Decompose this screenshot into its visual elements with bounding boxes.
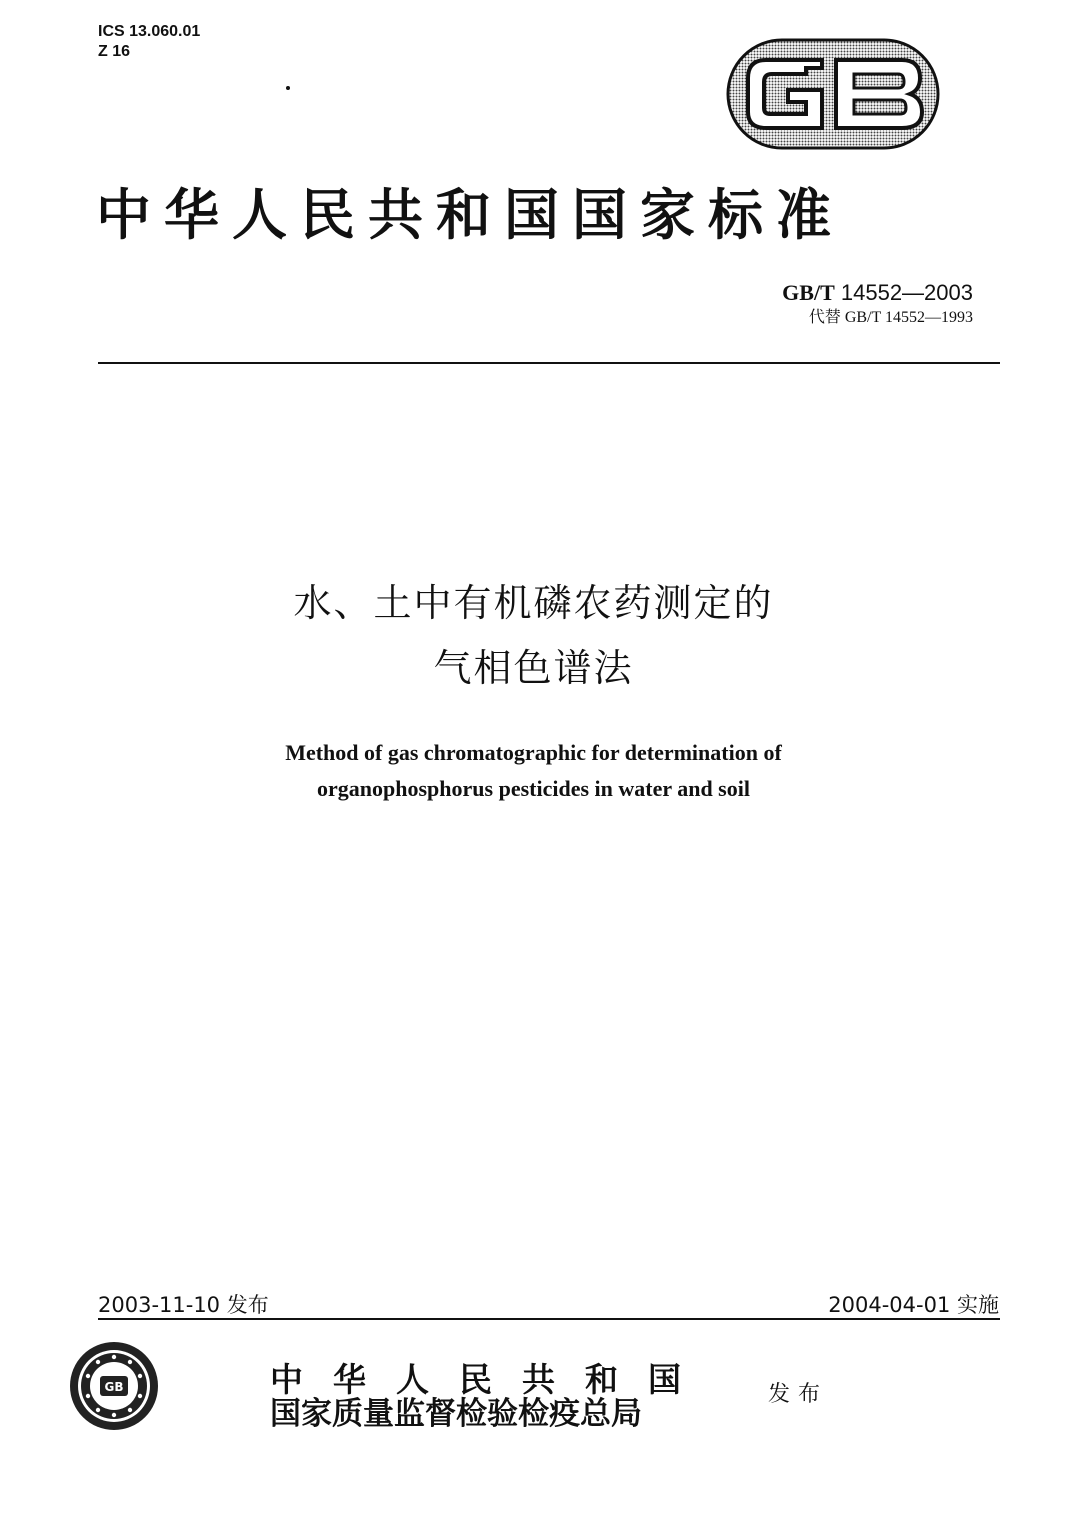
publisher-line2: 国家质量监督检验检疫总局 <box>270 1396 642 1432</box>
standard-number-value: 14552—2003 <box>840 280 973 305</box>
category-code: Z 16 <box>98 43 131 60</box>
national-standard-title: 中华人民共和国国家标准 <box>96 182 845 247</box>
svg-text:GB: GB <box>104 1380 124 1394</box>
title-en-line1: Method of gas chromatographic for determination of <box>285 740 782 765</box>
title-cn-line1: 水、土中有机磷农药测定的 <box>293 581 774 625</box>
publisher-line1: 中华人民共和国 <box>270 1360 711 1399</box>
bottom-divider <box>98 1318 1000 1320</box>
speck <box>286 86 290 90</box>
standard-number-block <box>782 280 973 328</box>
official-seal-icon <box>68 1340 160 1432</box>
title-en-line2: organophosphorus pesticides in water and soil <box>317 776 750 801</box>
standard-number <box>782 280 973 306</box>
publish-tag: 发布 <box>768 1382 829 1407</box>
issue-date: 2003-11-10 发布 <box>98 1293 269 1317</box>
replaces-standard: 代替 GB/T 14552—1993 <box>808 309 973 326</box>
ics-block <box>98 22 200 62</box>
standard-prefix: GB/T <box>782 280 835 305</box>
title-cn-line2: 气相色谱法 <box>433 646 634 690</box>
top-divider <box>98 362 1000 364</box>
gb-logo-icon <box>726 38 940 150</box>
implement-date: 2004-04-01 实施 <box>828 1293 999 1317</box>
ics-code: ICS 13.060.01 <box>98 23 201 40</box>
